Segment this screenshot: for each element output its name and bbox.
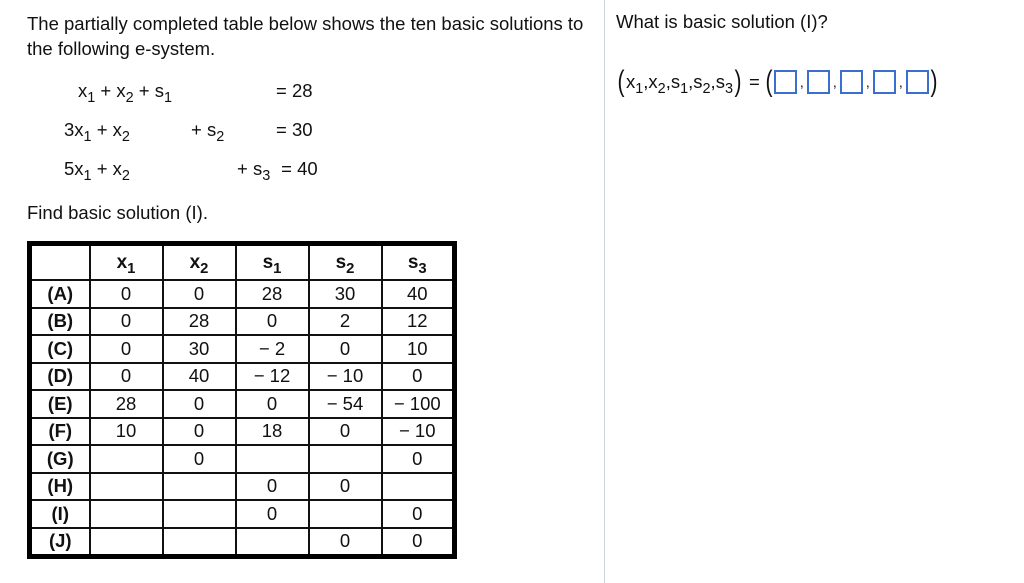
answer-input-s1[interactable] [840, 70, 863, 94]
row-label: (F) [30, 418, 90, 446]
row-label: (A) [30, 280, 90, 308]
cell-x2: 0 [163, 418, 236, 446]
cell-x1: 0 [90, 335, 163, 363]
answer-open-paren: ( [765, 65, 773, 98]
equation-1-rhs: = 28 [276, 80, 313, 101]
find-instruction: Find basic solution (I). [27, 202, 208, 223]
answer-input-x1[interactable] [774, 70, 797, 94]
cell-s3: 0 [382, 445, 455, 473]
problem-intro: The partially completed table below shows the ten basic solutions to the following e-system. [27, 13, 584, 59]
cell-x2: 40 [163, 363, 236, 391]
cell-s1 [236, 528, 309, 557]
equals-sign: = [748, 71, 760, 92]
table-row [30, 528, 455, 557]
cell-s2: 0 [309, 418, 382, 446]
cell-x1: 10 [90, 418, 163, 446]
cell-s3: − 100 [382, 390, 455, 418]
equation-3-slack: + $s_3$ [237, 158, 271, 185]
cell-s3 [382, 473, 455, 501]
cell-s2 [309, 445, 382, 473]
answer-input-s3[interactable] [906, 70, 929, 94]
cell-s3: − 10 [382, 418, 455, 446]
cell-x1 [90, 473, 163, 501]
answer-input-s2[interactable] [873, 70, 896, 94]
cell-x1: 28 [90, 390, 163, 418]
table-row [30, 500, 455, 528]
open-paren: ( [617, 65, 625, 98]
table-row [30, 473, 455, 501]
cell-x2 [163, 528, 236, 557]
row-label: (I) [30, 500, 90, 528]
cell-s2: − 54 [309, 390, 382, 418]
table-row [30, 363, 455, 391]
cell-s2: 0 [309, 528, 382, 557]
row-label: (H) [30, 473, 90, 501]
comma: , [799, 74, 804, 90]
equation-3-lhs: $5x_1 + x_2$ [64, 158, 130, 185]
comma: , [865, 74, 870, 90]
cell-s3: 12 [382, 308, 455, 336]
cell-x2: 0 [163, 445, 236, 473]
question-text: What is basic solution (I)? [616, 11, 828, 32]
cell-s3: 40 [382, 280, 455, 308]
comma: , [832, 74, 837, 90]
header-x2: $x_2$ [163, 244, 236, 281]
row-label: (C) [30, 335, 90, 363]
cell-s3: 0 [382, 528, 455, 557]
cell-x1 [90, 445, 163, 473]
comma: , [898, 74, 903, 90]
cell-x1: 0 [90, 280, 163, 308]
cell-s2: − 10 [309, 363, 382, 391]
cell-s1: − 12 [236, 363, 309, 391]
table-header-row [30, 244, 455, 281]
cell-s1: 18 [236, 418, 309, 446]
row-label: (E) [30, 390, 90, 418]
close-paren: ) [734, 65, 742, 98]
row-label: (J) [30, 528, 90, 557]
answer-input-x2[interactable] [807, 70, 830, 94]
header-s1: $s_1$ [236, 244, 309, 281]
equation-2-rhs: = 30 [276, 119, 313, 140]
row-label: (B) [30, 308, 90, 336]
cell-x2 [163, 500, 236, 528]
header-blank [30, 244, 90, 281]
answer-tuple [616, 65, 939, 98]
answer-pane [605, 0, 1024, 583]
header-x1: $x_1$ [90, 244, 163, 281]
cell-s1: 0 [236, 308, 309, 336]
cell-x1 [90, 528, 163, 557]
cell-x2: 0 [163, 390, 236, 418]
equation-1-lhs: $x_1 + x_2 + s_1$ [78, 80, 173, 107]
cell-s1: 0 [236, 500, 309, 528]
equation-2-lhs: $3x_1 + x_2$ [64, 119, 130, 146]
row-label: (D) [30, 363, 90, 391]
cell-x2: 28 [163, 308, 236, 336]
cell-x1 [90, 500, 163, 528]
cell-s2: 0 [309, 335, 382, 363]
cell-s1: − 2 [236, 335, 309, 363]
table-row [30, 418, 455, 446]
cell-x2 [163, 473, 236, 501]
cell-s2 [309, 500, 382, 528]
table-row [30, 335, 455, 363]
table-row [30, 308, 455, 336]
cell-s3: 10 [382, 335, 455, 363]
equation-3-rhs: = 40 [281, 158, 318, 179]
cell-s1: 0 [236, 473, 309, 501]
cell-s1: 0 [236, 390, 309, 418]
answer-close-paren: ) [930, 65, 938, 98]
cell-x2: 30 [163, 335, 236, 363]
table-row [30, 280, 455, 308]
variable-list: $x_1,x_2,s_1,s_2,s_3$ [626, 71, 733, 98]
header-s3: $s_3$ [382, 244, 455, 281]
cell-s1: 28 [236, 280, 309, 308]
cell-s1 [236, 445, 309, 473]
cell-x1: 0 [90, 363, 163, 391]
cell-s2: 2 [309, 308, 382, 336]
basic-solutions-table [27, 241, 457, 559]
row-label: (G) [30, 445, 90, 473]
cell-s2: 30 [309, 280, 382, 308]
header-s2: $s_2$ [309, 244, 382, 281]
table-row [30, 445, 455, 473]
cell-s3: 0 [382, 363, 455, 391]
cell-s3: 0 [382, 500, 455, 528]
table-row [30, 390, 455, 418]
cell-x1: 0 [90, 308, 163, 336]
cell-s2: 0 [309, 473, 382, 501]
cell-x2: 0 [163, 280, 236, 308]
equation-2-slack: + $s_2$ [191, 119, 225, 146]
